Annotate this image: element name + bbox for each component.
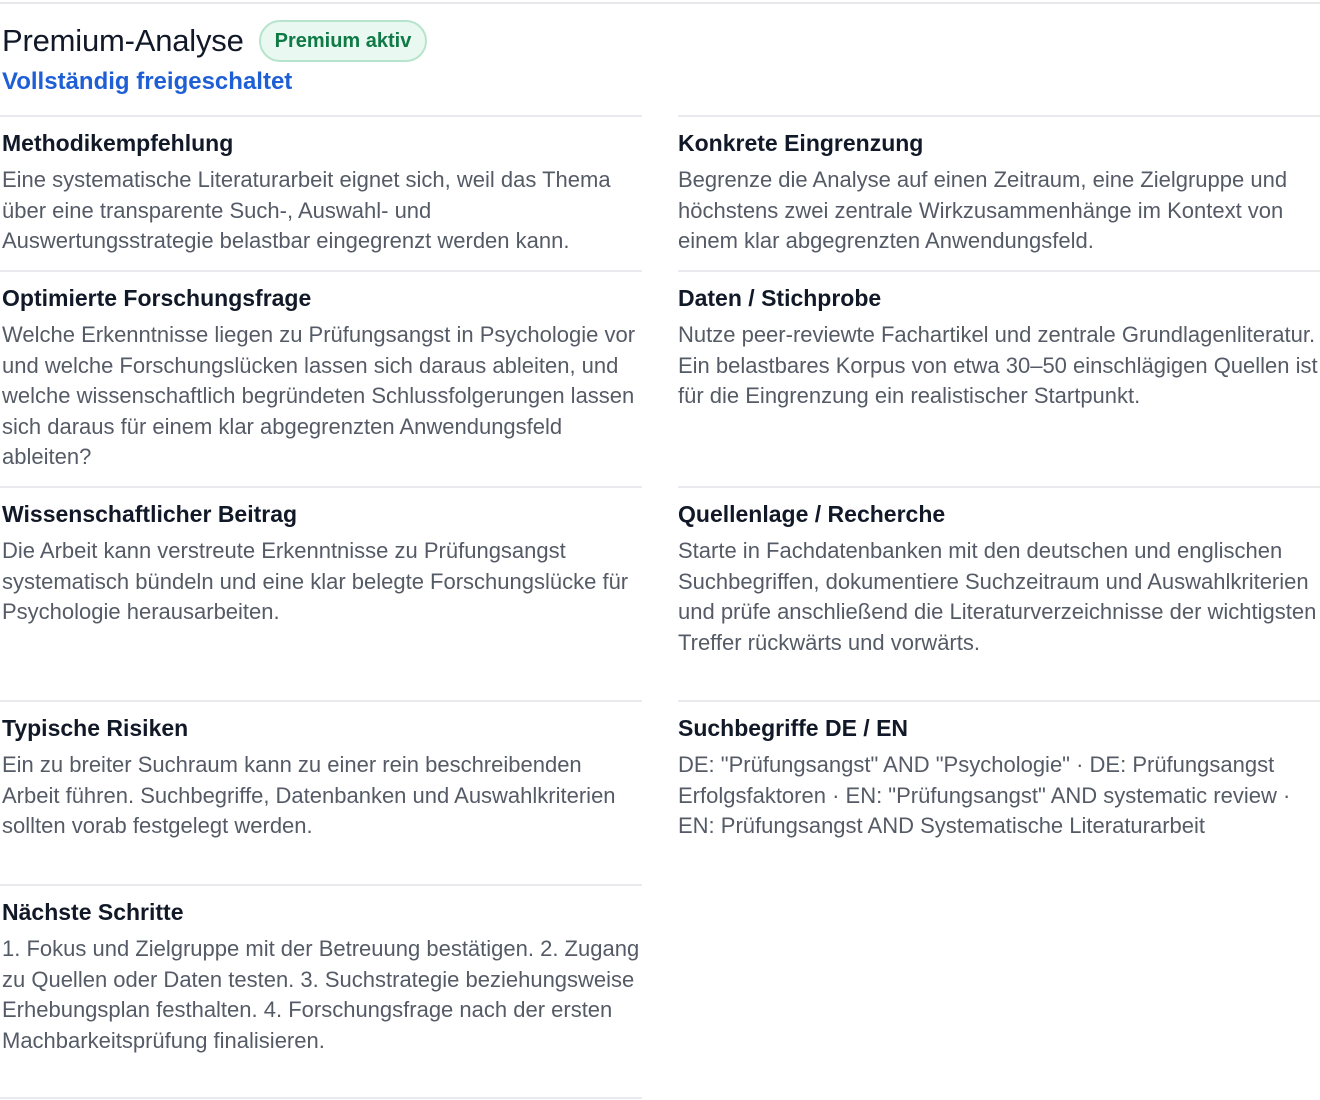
section-suchbegriffe <box>678 700 1320 842</box>
section-risiken <box>0 700 642 842</box>
section-beitrag <box>0 486 642 628</box>
section-title: Typische Risiken <box>2 715 189 741</box>
section-text: 1. Fokus und Zielgruppe mit der Betreuung bestätigen. 2. Zugang zu Quellen oder Daten testen. 3. Suchstrategie beziehungsweise Erhebungsplan festhalten. 4. Forschungsfrage nach der ersten Machbarkeitsprüfung finalisieren. <box>2 936 640 1053</box>
section-text: Ein zu breiter Suchraum kann zu einer rein beschreibenden Arbeit führen. Suchbegriffe, Datenbanken und Auswahlkriterien sollten vorab festgelegt werden. <box>2 752 616 838</box>
section-title: Wissenschaftlicher Beitrag <box>2 501 298 527</box>
bottom-divider <box>0 1097 642 1099</box>
section-text: Welche Erkenntnisse liegen zu Prüfungsangst in Psychologie vor und welche Forschungslücken lassen sich daraus ableiten, und welche wissenschaftlich begründeten Schlussfolgerungen lassen sich daraus für einem klar abgegrenzten Anwendungsfeld ableiten? <box>2 322 636 469</box>
section-text: Begrenze die Analyse auf einen Zeitraum, eine Zielgruppe und höchstens zwei zentrale Wirkzusammenhänge im Kontext von einem klar abgegrenzten Anwendungsfeld. <box>678 167 1288 253</box>
section-schritte <box>0 884 642 1056</box>
page-title: Premium-Analyse <box>2 23 244 58</box>
section-forschungsfrage <box>0 270 642 473</box>
section-methodik <box>0 115 642 257</box>
section-daten <box>678 270 1320 412</box>
section-text: Die Arbeit kann verstreute Erkenntnisse zu Prüfungsangst systematisch bündeln und eine klar belegte Forschungslücke für Psychologie herausarbeiten. <box>2 538 629 624</box>
section-title: Nächste Schritte <box>2 899 184 925</box>
top-divider <box>0 2 1320 4</box>
analysis-header <box>2 20 427 96</box>
section-title: Daten / Stichprobe <box>678 285 882 311</box>
section-text: Eine systematische Literaturarbeit eignet sich, weil das Thema über eine transparente Such-, Auswahl- und Auswertungsstrategie belastbar eingegrenzt werden kann. <box>2 167 611 253</box>
section-eingrenzung <box>678 115 1320 257</box>
section-title: Methodikempfehlung <box>2 130 234 156</box>
section-quellenlage <box>678 486 1320 658</box>
premium-status-badge: Premium aktiv <box>259 20 428 62</box>
section-title: Suchbegriffe DE / EN <box>678 715 909 741</box>
section-title: Quellenlage / Recherche <box>678 501 946 527</box>
unlock-status-subtitle: Vollständig freigeschaltet <box>2 68 293 95</box>
section-title: Optimierte Forschungsfrage <box>2 285 312 311</box>
section-text: Nutze peer-reviewte Fachartikel und zentrale Grundlagenliteratur. Ein belastbares Korpus von etwa 30–50 einschlägigen Quellen ist für die Eingrenzung ein realistischer Startpunkt. <box>678 322 1318 408</box>
section-text: Starte in Fachdatenbanken mit den deutschen und englischen Suchbegriffen, dokumentiere Suchzeitraum und Auswahlkriterien und prüfe anschließend die Literaturverzeichnisse der wichtigsten Treffer rückwärts und vorwärts. <box>678 538 1317 655</box>
section-text: DE: "Prüfungsangst" AND "Psychologie" · DE: Prüfungsangst Erfolgsfaktoren · EN: "Prüfungsangst" AND systematic review · EN: Prüfungsangst AND Systematische Literaturarbeit <box>678 752 1291 838</box>
title-row <box>2 20 427 62</box>
section-title: Konkrete Eingrenzung <box>678 130 924 156</box>
